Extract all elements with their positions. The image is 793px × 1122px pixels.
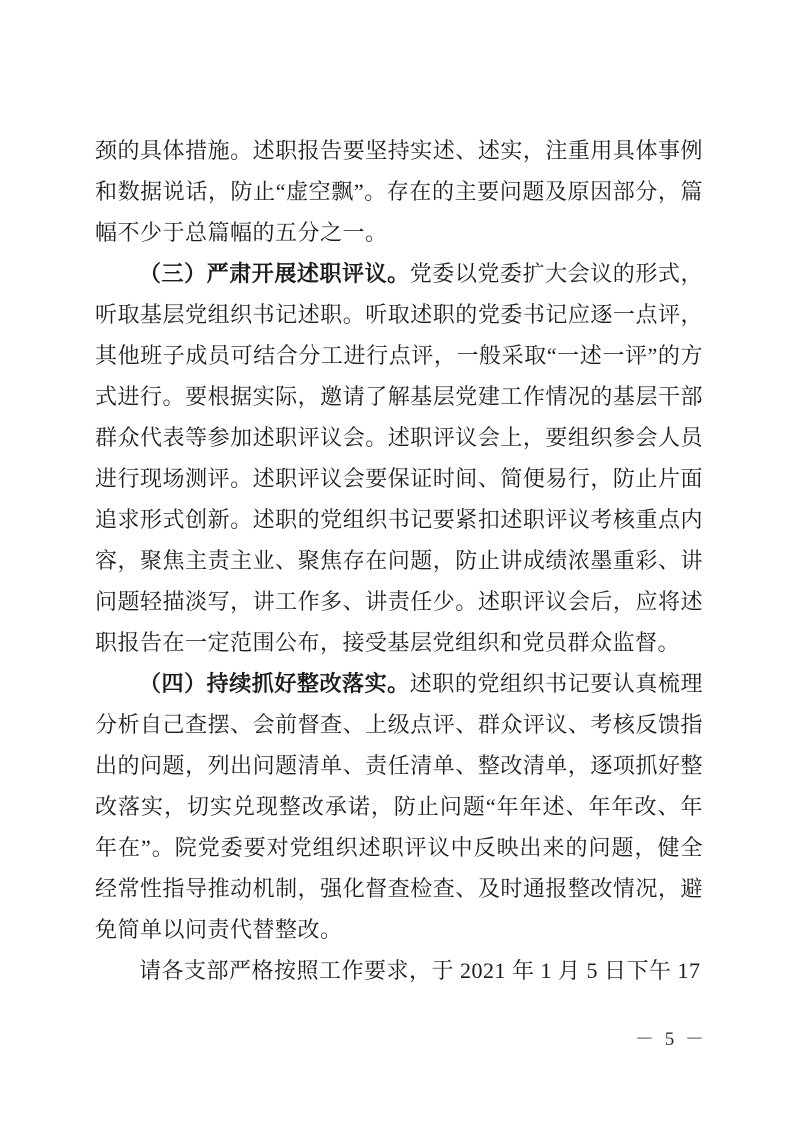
paragraph-closing [95, 950, 703, 991]
document-body [95, 130, 703, 991]
paragraph-text: 请各支部严格按照工作要求，于 2021 年 1 月 5 日下午 17 [139, 958, 701, 983]
paragraph-section-3 [95, 253, 703, 663]
paragraph-text: 党委以党委扩大会议的形式，听取基层党组织书记述职。听取述职的党委书记应逐一点评，其他班子成员可结合分工进行点评，一般采取“一述一评”的方式进行。要根据实际，邀请了解基层党建工作情况的基层干部群众代表等参加述职评议会。述职评议会上，要组织参会人员进行现场测评。述职评议会要保证时间、简便易行，防止片面追求形式创新。述职的党组织书记要紧扣述职评议考核重点内容，聚焦主责主业、聚焦存在问题，防止讲成绩浓墨重彩、讲问题轻描淡写，讲工作多、讲责任少。述职评议会后，应将述职报告在一定范围公布，接受基层党组织和党员群众监督。 [95, 261, 703, 655]
section-heading: （四）持续抓好整改落实。 [139, 671, 410, 696]
page-number: － 5 － [634, 1029, 707, 1050]
paragraph-text: 述职的党组织书记要认真梳理分析自己查摆、会前督查、上级点评、群众评议、考核反馈指出的问题，列出问题清单、责任清单、整改清单，逐项抓好整改落实，切实兑现整改承诺，防止问题“年年述、年年改、年年在”。院党委要对党组织述职评议中反映出来的问题，健全经常性指导推动机制，强化督查检查、及时通报整改情况，避免简单以问责代替整改。 [95, 671, 703, 942]
paragraph-continuation [95, 130, 703, 253]
paragraph-text: 颈的具体措施。述职报告要坚持实述、述实，注重用具体事例和数据说话，防止“虚空飘”。存在的主要问题及原因部分，篇幅不少于总篇幅的五分之一。 [95, 138, 703, 245]
section-heading: （三）严肃开展述职评议。 [139, 261, 410, 286]
paragraph-section-4 [95, 663, 703, 950]
